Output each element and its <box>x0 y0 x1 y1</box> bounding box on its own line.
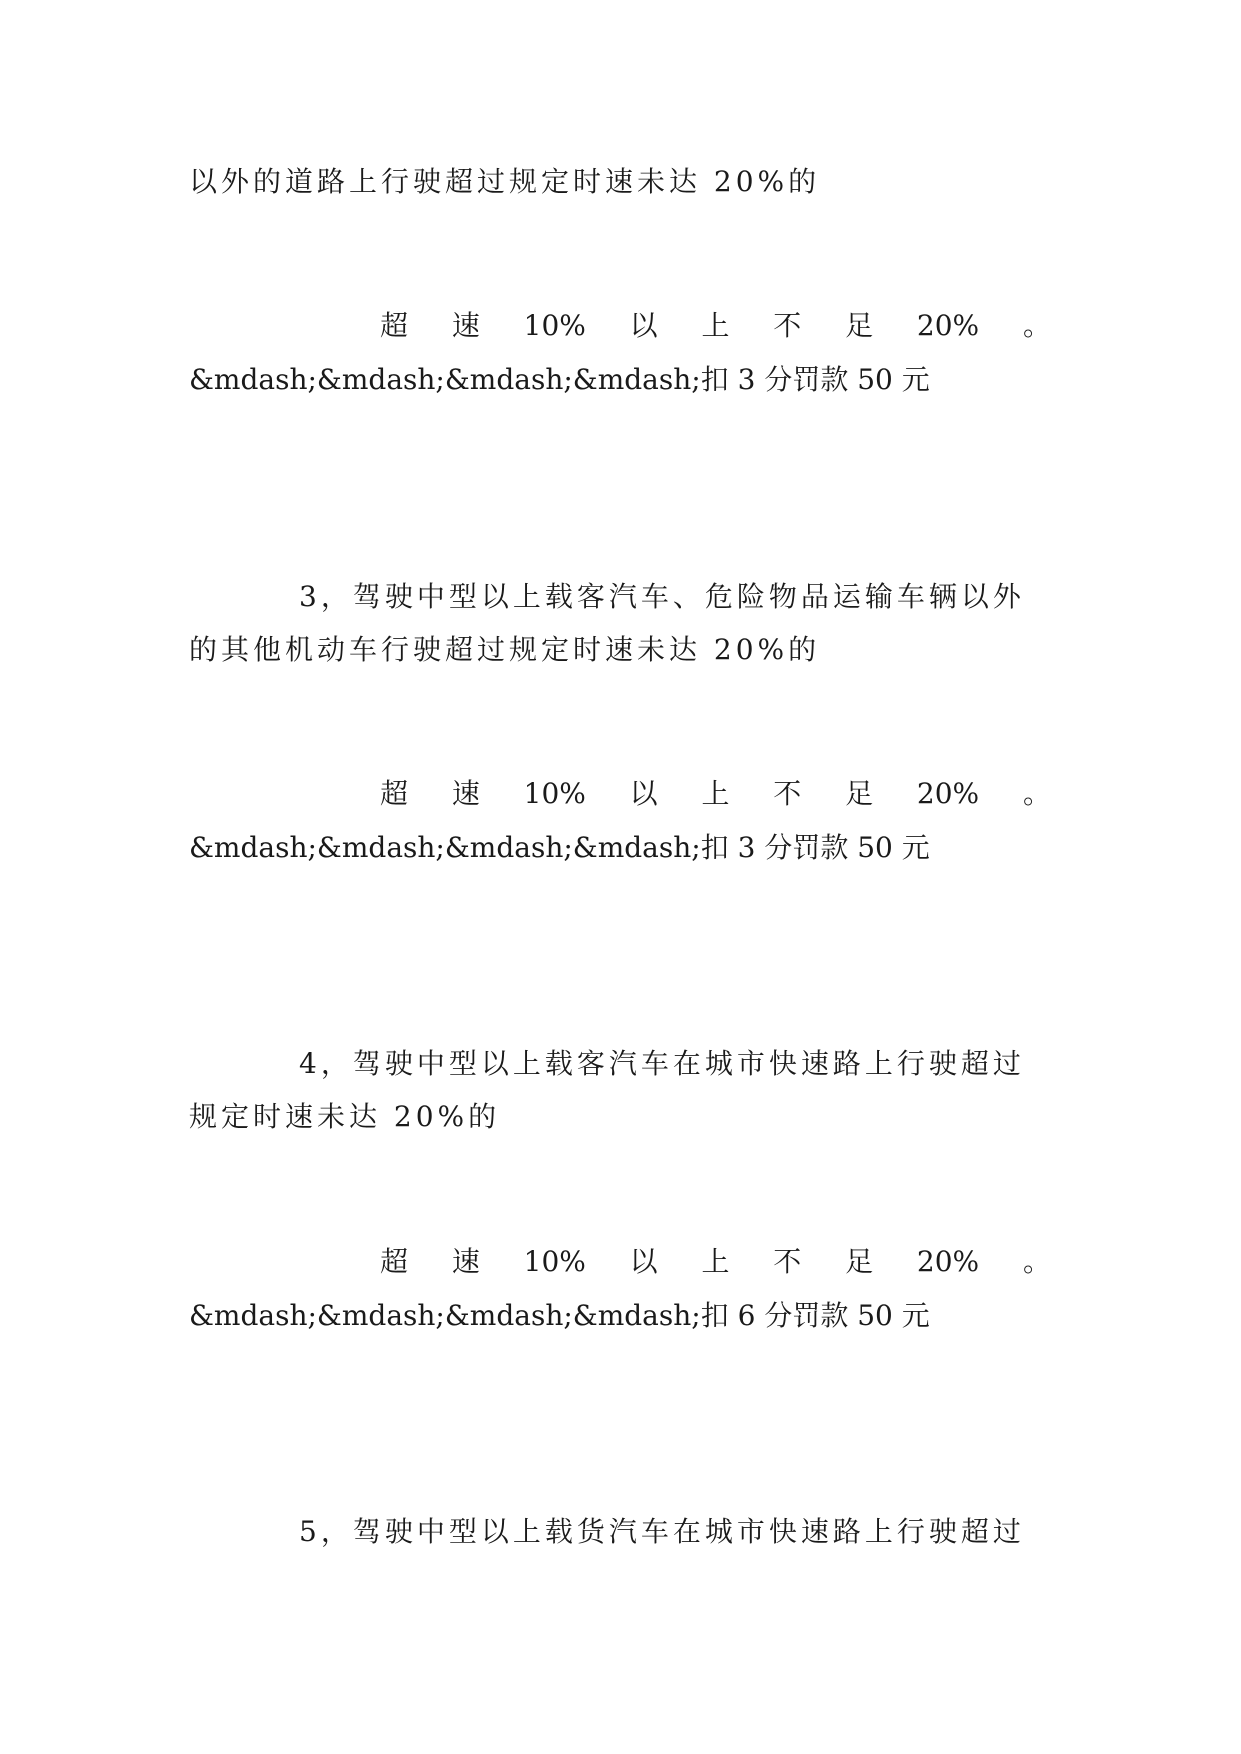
spaced-token: 。 <box>1022 1245 1051 1278</box>
spaced-token: 10% <box>523 1245 586 1278</box>
spaced-token: 速 <box>451 309 480 342</box>
penalty-line: &mdash;&mdash;&mdash;&mdash;扣 3 分罚款 50 元 <box>189 363 930 396</box>
spaced-line <box>380 306 1051 346</box>
spaced-token: 超 <box>380 777 409 810</box>
spaced-token: 速 <box>451 1245 480 1278</box>
text-line: 以外的道路上行驶超过规定时速未达 20%的 <box>189 165 821 198</box>
spaced-token: 以 <box>629 1245 658 1278</box>
spaced-token: 足 <box>845 1245 874 1278</box>
spaced-token: 以 <box>629 777 658 810</box>
spaced-token: 20% <box>916 309 980 342</box>
item-line: 规定时速未达 20%的 <box>189 1100 501 1133</box>
spaced-token: 20% <box>916 1245 980 1278</box>
spaced-token: 。 <box>1022 777 1051 810</box>
spaced-token: 20% <box>916 777 980 810</box>
spaced-token: 足 <box>845 309 874 342</box>
spaced-token: 不 <box>773 309 802 342</box>
penalty-line: &mdash;&mdash;&mdash;&mdash;扣 3 分罚款 50 元 <box>189 831 930 864</box>
spaced-line <box>380 774 1051 814</box>
spaced-token: 10% <box>523 777 586 810</box>
item-line: 5，驾驶中型以上载货汽车在城市快速路上行驶超过 <box>299 1515 1025 1548</box>
spaced-token: 上 <box>701 1245 730 1278</box>
spaced-token: 超 <box>380 1245 409 1278</box>
spaced-token: 足 <box>845 777 874 810</box>
spaced-token: 上 <box>701 777 730 810</box>
penalty-line: &mdash;&mdash;&mdash;&mdash;扣 6 分罚款 50 元 <box>189 1299 930 1332</box>
item-line: 3，驾驶中型以上载客汽车、危险物品运输车辆以外 <box>299 580 1025 613</box>
spaced-token: 不 <box>773 777 802 810</box>
spaced-token: 上 <box>701 309 730 342</box>
spaced-token: 10% <box>523 309 586 342</box>
spaced-token: 不 <box>773 1245 802 1278</box>
spaced-token: 超 <box>380 309 409 342</box>
spaced-token: 以 <box>629 309 658 342</box>
item-line: 4，驾驶中型以上载客汽车在城市快速路上行驶超过 <box>299 1047 1025 1080</box>
spaced-token: 速 <box>451 777 480 810</box>
spaced-token: 。 <box>1022 309 1051 342</box>
item-line: 的其他机动车行驶超过规定时速未达 20%的 <box>189 633 821 666</box>
spaced-line <box>380 1242 1051 1282</box>
